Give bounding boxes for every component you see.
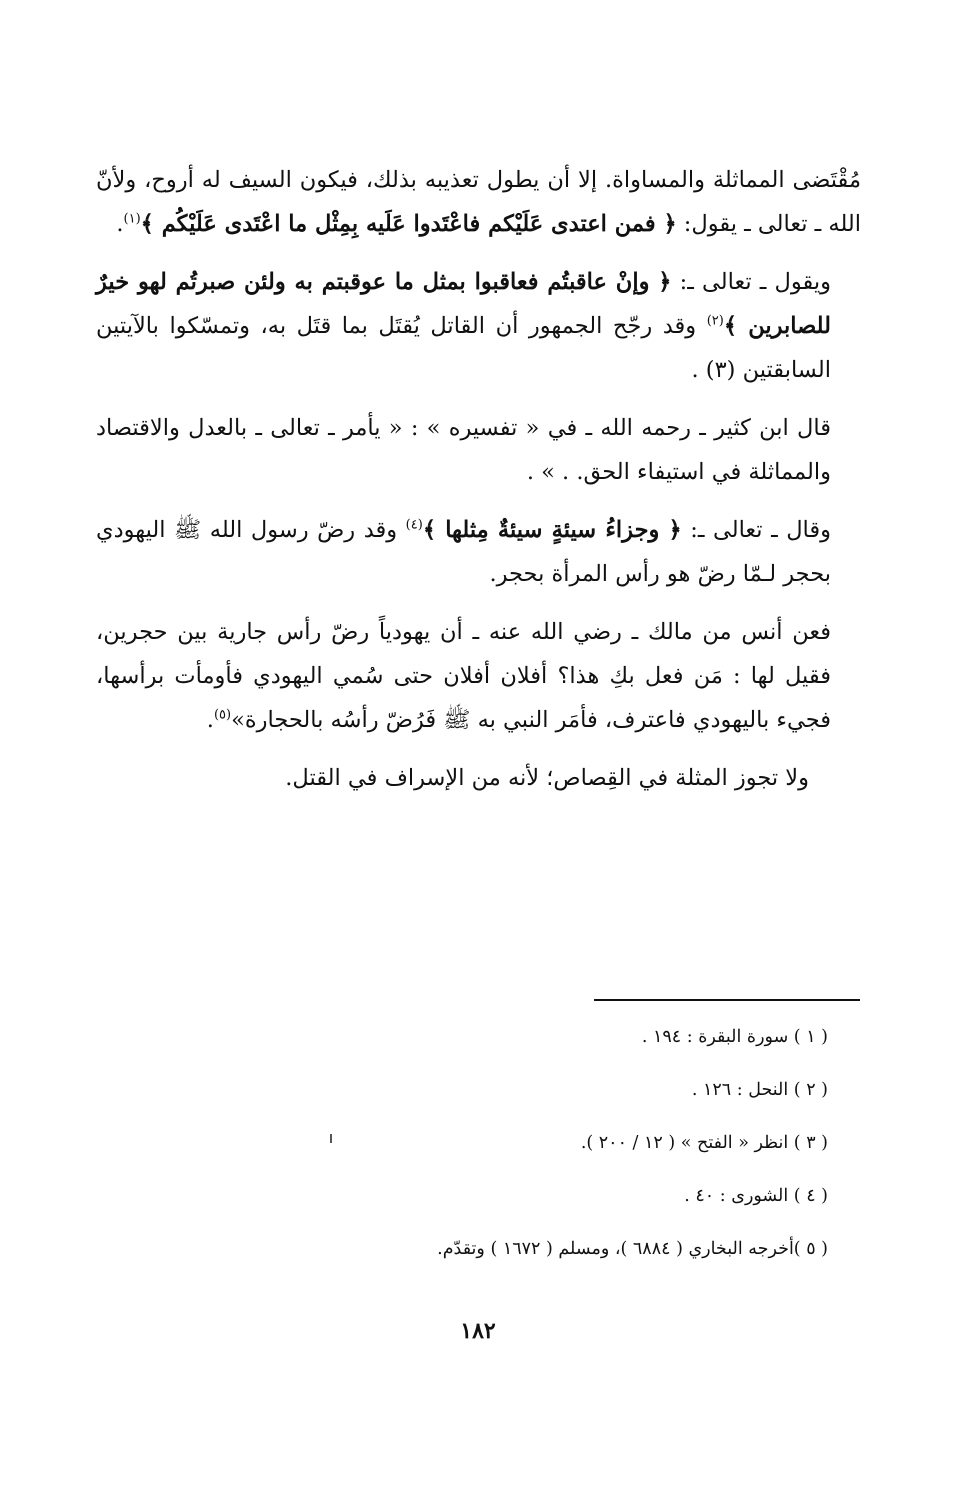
paragraph-5 <box>96 610 861 742</box>
paragraph-5-footnote-ref: (٥) <box>213 707 232 723</box>
footnote-2: ( ٢ ) النحل : ١٢٦ . <box>691 1080 828 1100</box>
footnote-1: ( ١ ) سورة البقرة : ١٩٤ . <box>641 1027 828 1047</box>
footnote-3: ( ٣ ) انظر « الفتح » ( ١٢ / ٢٠٠ ). <box>580 1133 828 1153</box>
paragraph-1-footnote-ref: (١) <box>123 211 141 227</box>
paragraph-2-quranic-verse: ﴿ وإنْ عاقبتُم فعاقبوا بمثل ما عوقبتم به ولئن صبرتُم لهو خيرٌ للصابرين ﴾ <box>96 269 831 339</box>
footnote-4: ( ٤ ) الشورى : ٤٠ . <box>684 1186 828 1206</box>
paragraph-3-text: قال ابن كثير ـ رحمه الله ـ في « تفسيره » : « يأمر ـ تعالى ـ بالعدل والاقتصاد والمماثلة في استيفاء الحق. . » . <box>96 415 831 485</box>
paragraph-5-text: فعن أنس من مالك ـ رضي الله عنه ـ أن يهودياً رضّ رأس جارية بين حجرين، فقيل لها : مَن فعل بكِ هذا؟ أفلان أفلان حتى سُمي اليهودي فأومأت برأسها، فجيء باليهودي فاعترف، فأمَر النبي به ﷺ فَرُضّ رأسُه بالحجارة» <box>96 619 831 733</box>
paragraph-2-footnote-ref: (٢) <box>706 313 724 329</box>
footnote-separator <box>594 999 860 1001</box>
paragraph-2-text: ويقول ـ تعالى ـ: <box>671 269 832 295</box>
paragraph-4-quranic-verse: ﴿ وجزاءُ سيئةٍ سيئةٌ مِثلها ﴾ <box>422 517 682 543</box>
paragraph-4-tail: وقد رضّ رسول الله ﷺ اليهودي بحجر لـمّا رضّ هو رأس المرأة بحجر. <box>96 517 831 587</box>
footnotes <box>300 1022 828 1287</box>
page-number: ١٨٢ <box>460 1318 496 1344</box>
main-text <box>96 158 861 800</box>
scan-speck <box>330 1134 332 1143</box>
closing-line: ولا تجوز المثلة في القِصاص؛ لأنه من الإسراف في القتل. <box>285 765 809 791</box>
paragraph-1 <box>96 158 861 246</box>
paragraph-1-quranic-verse: ﴿ فمن اعتدى عَلَيْكم فاعْتَدوا عَلَيه بِمِثْل ما اعْتَدى عَلَيْكُم ﴾ <box>140 211 677 237</box>
paragraph-4-text: وقال ـ تعالى ـ: <box>681 517 832 543</box>
paragraph-4-footnote-ref: (٤) <box>405 517 423 533</box>
paragraph-4 <box>96 508 861 596</box>
paragraph-2-tail: وقد رجّح الجمهور أن القاتل يُقتَل بما قتَل به، وتمسّكوا بالآيتين السابقتين (٣) . <box>96 313 831 383</box>
paragraph-5-tail: . <box>206 707 214 733</box>
paragraph-2 <box>96 260 861 392</box>
paragraph-3 <box>96 406 861 494</box>
footnote-5: ( ٥ )أخرجه البخاري ( ٦٨٨٤ )، ومسلم ( ١٦٧٢ ) وتقدّم. <box>437 1239 828 1259</box>
paragraph-1-text: مُقْتَضى المماثلة والمساواة. إلا أن يطول تعذيبه بذلك، فيكون السيف له أروح، ولأنّ الله ـ تعالى ـ يقول: <box>96 167 861 237</box>
paragraph-1-tail: . <box>116 211 124 237</box>
